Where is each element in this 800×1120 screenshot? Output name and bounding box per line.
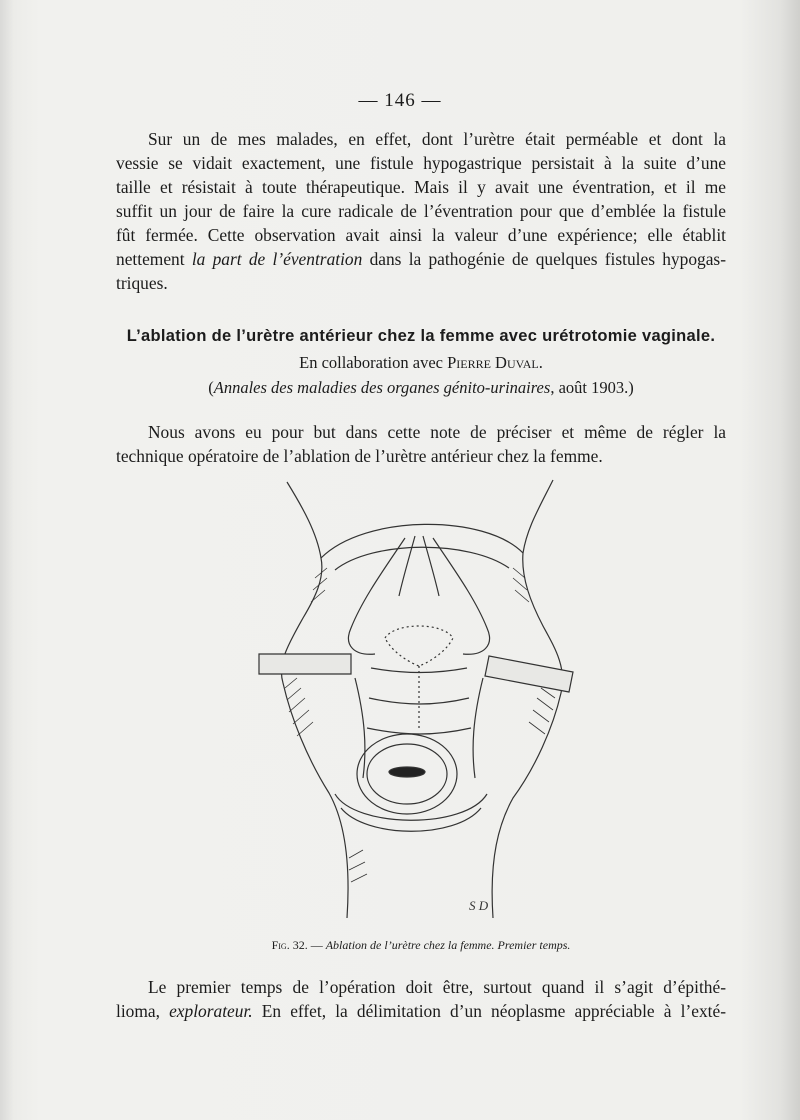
artist-signature: S D [469,898,489,913]
section-title: L’ablation de l’urètre antérieur chez la femme avec urétrotomie vaginale. [126,327,716,345]
anatomical-illustration [255,478,585,918]
collab-prefix: En collaboration avec [299,353,448,372]
illustration-drawing [255,478,585,918]
journal-reference [116,378,726,398]
page-number: — 146 — [358,90,442,111]
figure-caption [116,938,726,953]
text-fragment: nettement [116,249,192,269]
text-fragment: dans la pathogénie de quelques fistules hypogas- [362,249,726,269]
text-line: Nous avons eu pour but dans cette note de préciser et même de régler la [148,422,726,442]
text-line [116,247,726,271]
caption-text: Ablation de l’urètre chez la femme. Premier temps. [325,938,571,952]
italic-word: explorateur. [169,1001,253,1021]
text-line: Sur un de mes malades, en effet, dont l’urètre était perméable et dont la [148,129,726,149]
paragraph-intro [116,420,726,468]
text-line: technique opératoire de l’ablation de l’urètre antérieur chez la femme. [116,446,603,466]
journal-title: Annales des maladies des organes génito-urinaires [213,378,551,397]
text-fragment: lioma, [116,1001,170,1021]
text-line: fût fermée. Cette observation avait ainsi la valeur d’une expérience; elle établit [116,225,726,245]
text-line [116,999,726,1023]
collaborator-name: Pierre Duval. [447,353,543,372]
italic-phrase: la part de l’éventration [191,249,363,269]
text-fragment: En effet, la délimitation d’un néoplasme appréciable à l’exté- [252,1001,726,1021]
ref-paren: ( [208,378,214,397]
ref-date: , août 1903.) [550,378,634,397]
text-line: Le premier temps de l’opération doit être, surtout quand il s’agit d’épithé- [148,977,726,997]
text-line: triques. [116,273,168,293]
figure-number: Fig. 32. [271,938,308,952]
text-line: taille et résistait à toute thérapeutique. Mais il y avait une éventration, et il me [116,177,726,197]
caption-dash: — [307,938,326,952]
paragraph-eventration [116,127,726,295]
text-line: vessie se vidait exactement, une fistule hypogastrique persistait à la suite d’une [116,153,726,173]
text-line: suffit un jour de faire la cure radicale de l’éventration pour que d’emblée la fistule [116,201,726,221]
paragraph-first-step [116,975,726,1023]
collaboration-line [116,353,726,373]
